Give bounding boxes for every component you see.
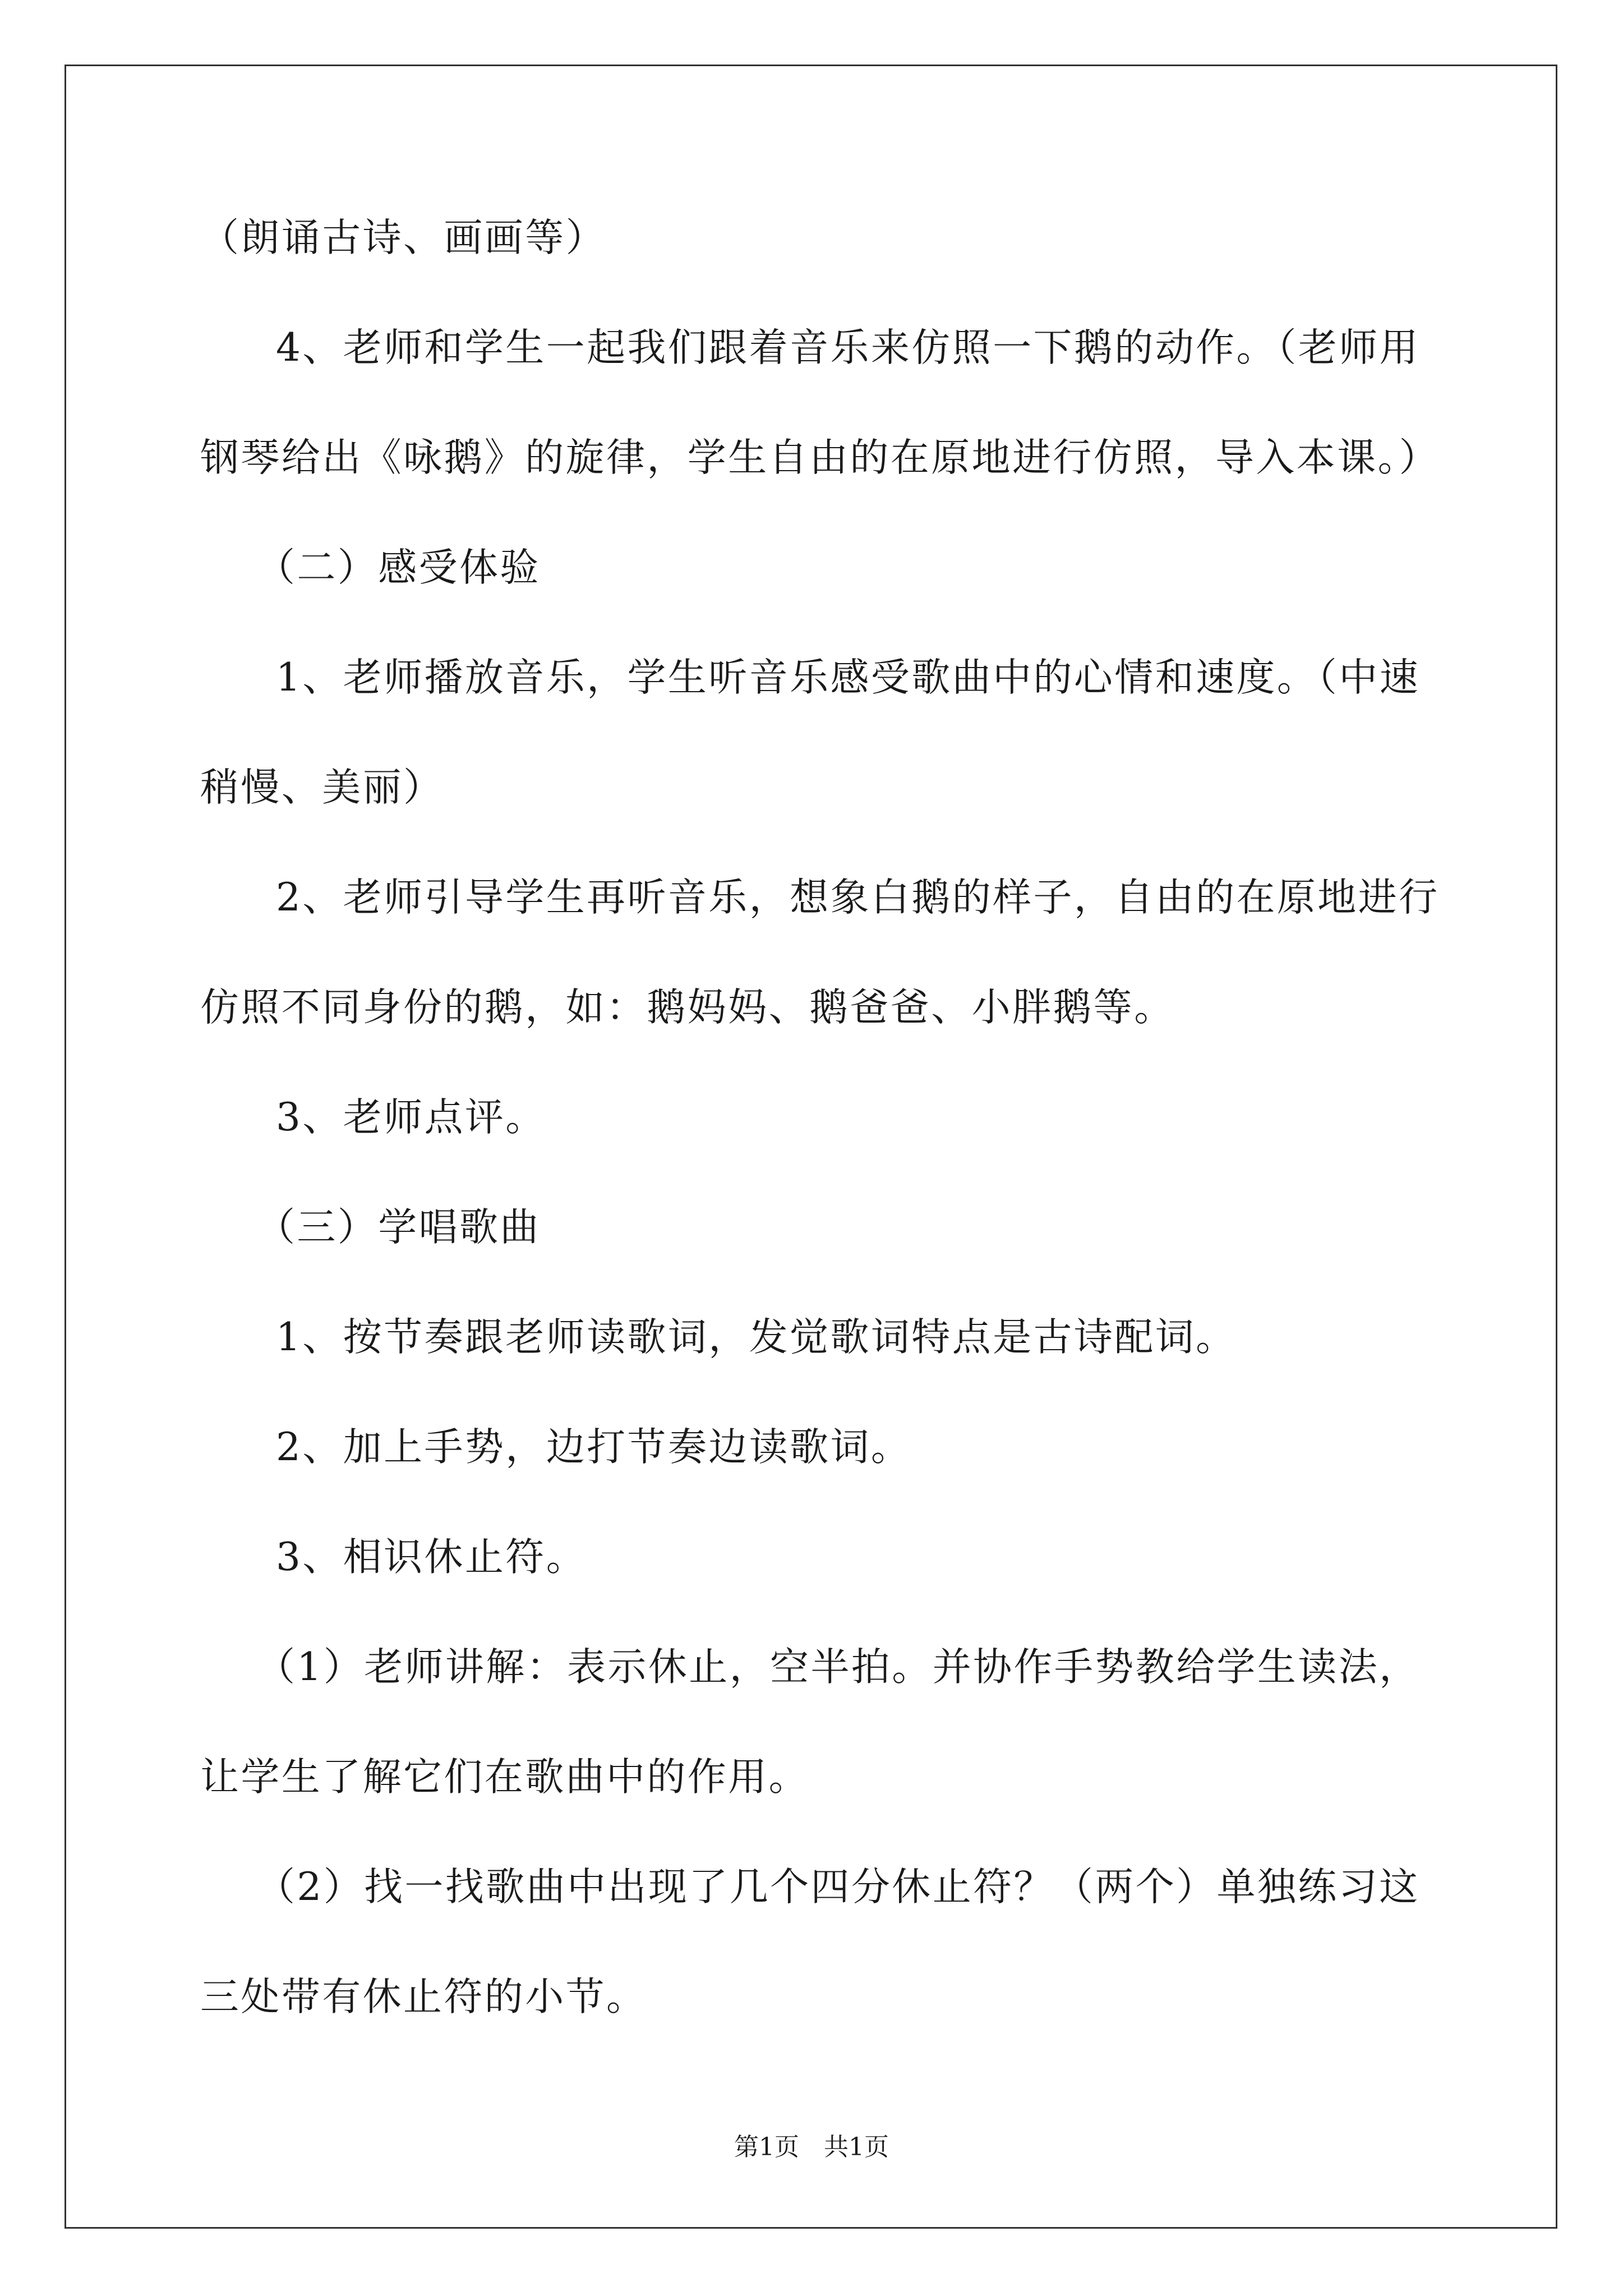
- paragraph-line: 4、老师和学生一起我们跟着音乐来仿照一下鹅的动作。（老师用: [276, 325, 1420, 370]
- paragraph-line: 2、加上手势，边打节奏边读歌词。: [276, 1425, 912, 1470]
- paragraph-line: （1）老师讲解：表示休止，空半拍。并协作手势教给学生读法，: [256, 1645, 1420, 1690]
- paragraph-line: 3、老师点评。: [276, 1095, 546, 1140]
- section-heading: （二）感受体验: [256, 545, 541, 590]
- paragraph-line: 钢琴给出《咏鹅》的旋律，学生自由的在原地进行仿照，导入本课。）: [200, 435, 1440, 480]
- paragraph-line: 仿照不同身份的鹅，如：鹅妈妈、鹅爸爸、小胖鹅等。: [200, 985, 1175, 1030]
- paragraph-line: 让学生了解它们在歌曲中的作用。: [200, 1755, 809, 1800]
- paragraph-line: 1、老师播放音乐，学生听音乐感受歌曲中的心情和速度。（中速: [276, 655, 1420, 700]
- paragraph-line: 3、相识休止符。: [276, 1535, 587, 1580]
- page-footer: 第1页 共1页: [734, 2133, 889, 2161]
- paragraph-line: 2、老师引导学生再听音乐，想象白鹅的样子，自由的在原地进行: [276, 875, 1440, 920]
- paragraph-line: （2）找一找歌曲中出现了几个四分休止符？（两个）单独练习这: [256, 1865, 1420, 1910]
- paragraph-line: （朗诵古诗、画画等）: [200, 215, 606, 260]
- section-heading: （三）学唱歌曲: [256, 1205, 541, 1250]
- paragraph-line: 1、按节奏跟老师读歌词，发觉歌词特点是古诗配词。: [276, 1315, 1237, 1360]
- paragraph-line: 三处带有休止符的小节。: [200, 1975, 647, 2019]
- paragraph-line: 稍慢、美丽）: [200, 765, 444, 810]
